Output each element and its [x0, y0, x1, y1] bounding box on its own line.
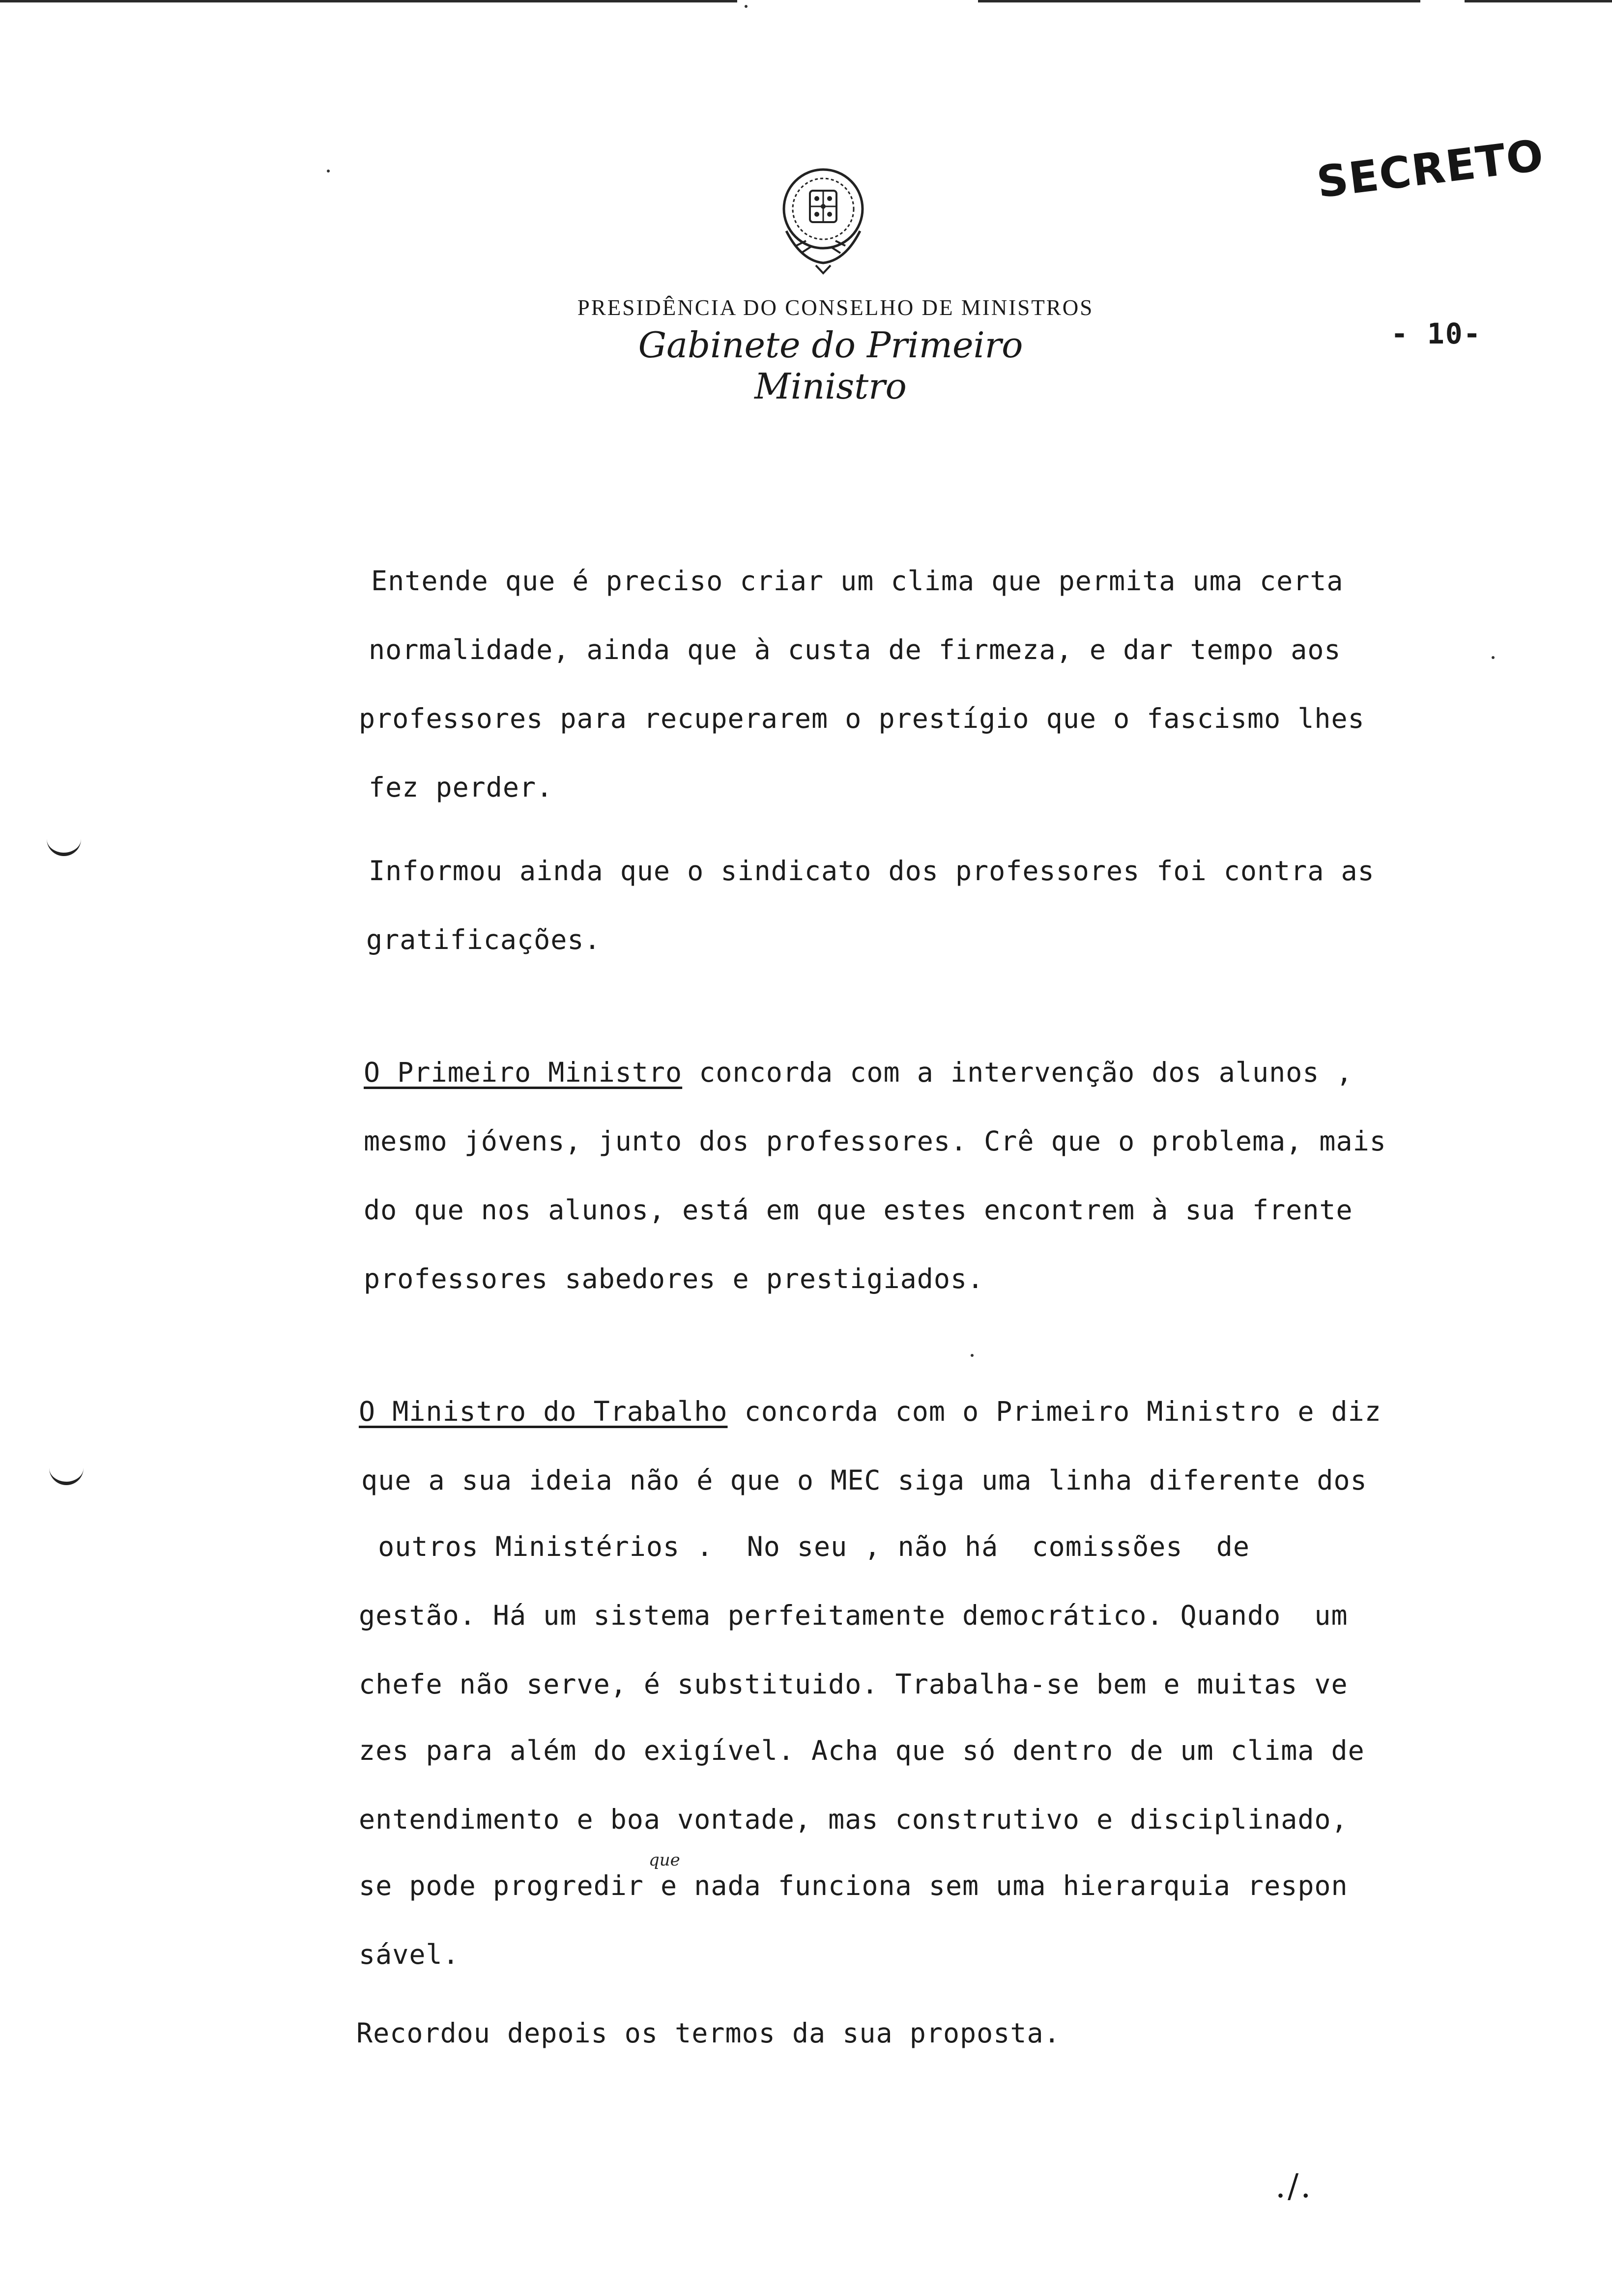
- scan-edge-line: [1465, 0, 1612, 2]
- speaker-name: O Ministro do Trabalho: [359, 1396, 728, 1427]
- text-line: entendimento e boa vontade, mas construtivo e disciplinado,: [359, 1804, 1348, 1835]
- text-line: Recordou depois os termos da sua proposta.: [356, 2017, 1061, 2049]
- text-line: chefe não serve, é substituido. Trabalha-se bem e muitas ve: [359, 1668, 1348, 1700]
- text-line: Entende que é preciso criar um clima que permita uma certa: [371, 565, 1344, 597]
- text-line: professores sabedores e prestigiados.: [364, 1263, 984, 1294]
- text-line: outros Ministérios . No seu , não há comissões de: [361, 1531, 1250, 1562]
- cabinet-subheading: Gabinete do Primeiro Ministro: [638, 324, 1023, 407]
- scan-edge-line: [0, 0, 737, 2]
- text-line: zes para além do exigível. Acha que só dentro de um clima de: [359, 1735, 1365, 1766]
- text-line: normalidade, ainda que à custa de firmeza, e dar tempo aos: [369, 634, 1341, 665]
- text-line: mesmo jóvens, junto dos professores. Crê que o problema, mais: [364, 1125, 1386, 1157]
- text-line: fez perder.: [369, 772, 553, 803]
- institution-heading: PRESIDÊNCIA DO CONSELHO DE MINISTROS: [577, 295, 1094, 320]
- text-line: se pode progredir e nada funciona sem uma hierarquia respon: [359, 1870, 1348, 1901]
- text-line: gratificações.: [366, 924, 601, 955]
- text-line: professores para recuperarem o prestígio que o fascismo lhes: [359, 703, 1365, 734]
- classification-stamp: SECRETO: [1314, 129, 1547, 208]
- scan-edge-line: [978, 0, 1420, 2]
- speaker-name: O Primeiro Ministro: [364, 1057, 683, 1088]
- continuation-mark: ./.: [1275, 2167, 1313, 2205]
- line-continuation: concorda com a intervenção dos alunos ,: [682, 1057, 1353, 1088]
- scan-speck: [1492, 656, 1495, 659]
- punch-hole-mark: [49, 1467, 84, 1485]
- scan-speck: [327, 170, 330, 172]
- line-continuation: concorda com o Primeiro Ministro e diz: [727, 1396, 1382, 1427]
- text-line: gestão. Há um sistema perfeitamente democrático. Quando um: [359, 1600, 1348, 1631]
- scan-speck: [745, 5, 748, 8]
- text-line: sável.: [359, 1939, 460, 1970]
- text-line: do que nos alunos, está em que estes encontrem à sua frente: [364, 1194, 1353, 1226]
- page-number: - 10-: [1391, 317, 1482, 350]
- text-line: [359, 1396, 1382, 1427]
- text-line: Informou ainda que o sindicato dos professores foi contra as: [369, 855, 1375, 887]
- text-line: que a sua ideia não é que o MEC siga uma linha diferente dos: [361, 1464, 1367, 1496]
- coat-of-arms-icon: [772, 162, 875, 275]
- punch-hole-mark: [47, 838, 81, 856]
- scan-speck: [971, 1354, 974, 1357]
- text-line: [364, 1057, 1353, 1088]
- handwritten-insert: que: [649, 1850, 680, 1870]
